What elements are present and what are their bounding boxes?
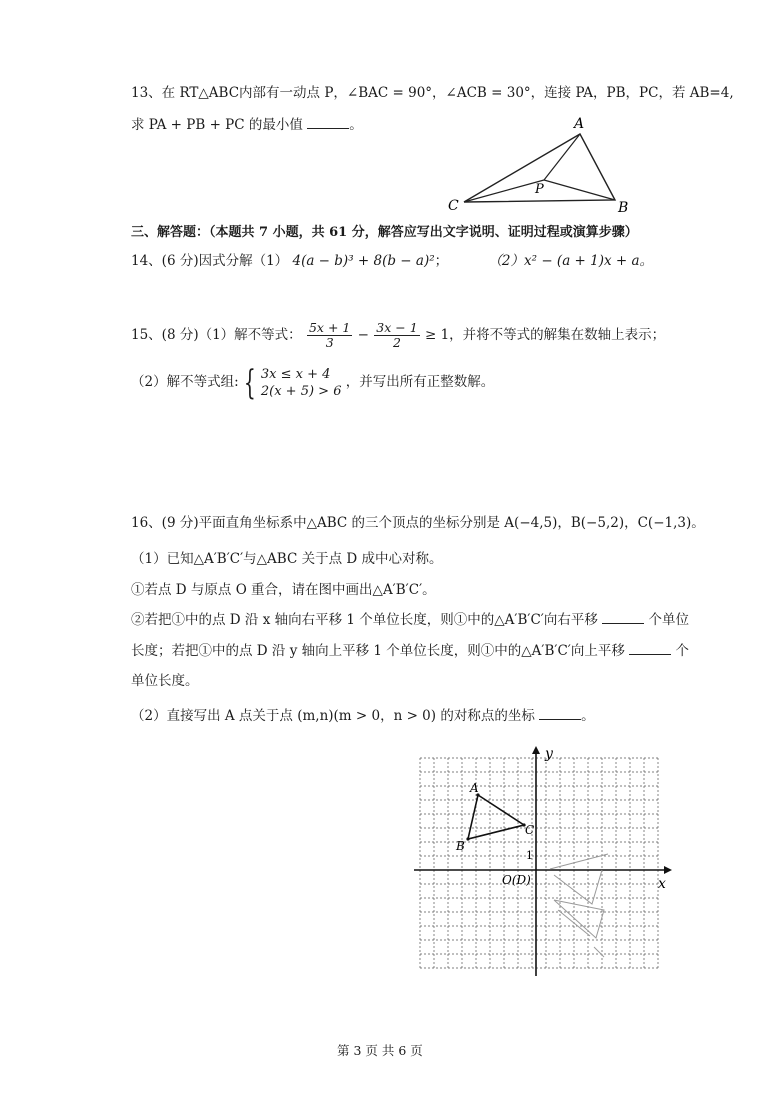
sketch-triangle-1 bbox=[554, 870, 602, 904]
grid-lines bbox=[420, 758, 658, 968]
graph-label-a: A bbox=[470, 781, 479, 795]
y-axis-label: y bbox=[545, 746, 553, 762]
q16-blank3[interactable] bbox=[539, 707, 581, 720]
q16-line7 bbox=[131, 707, 595, 725]
q16-line4a: ②若把①中的点 D 沿 x 轴向右平移 1 个单位长度，则①中的△A′B′C′向右平移 bbox=[131, 612, 598, 628]
q15-fraction1 bbox=[307, 321, 352, 350]
graph-label-b: B bbox=[456, 839, 465, 853]
point-b bbox=[466, 837, 469, 840]
q16-line7a: （2）直接写出 A 点关于点 (m,n)(m > 0，n > 0) 的对称点的坐标 bbox=[131, 708, 535, 724]
q15-den2: 2 bbox=[393, 335, 401, 350]
q13-triangle-figure bbox=[440, 108, 640, 218]
q16-line1: 16、(9 分)平面直角坐标系中△ABC 的三个顶点的坐标分别是 A(−4,5)，B(−5,2)，C(−1,3)。 bbox=[131, 515, 705, 531]
page-footer: 第 3 页 共 6 页 bbox=[337, 1043, 423, 1058]
graph-label-c: C bbox=[525, 823, 535, 837]
q15-num1: 5x + 1 bbox=[308, 320, 351, 335]
label-b: B bbox=[618, 200, 629, 216]
q15-fraction2 bbox=[374, 321, 419, 350]
q15-sys1: 3x ≤ x + 4 bbox=[260, 366, 331, 382]
q15-rest: ≥ 1，并将不等式的解集在数轴上表示； bbox=[424, 327, 666, 343]
q16-line3: ①若点 D 与原点 O 重合，请在图中画出△A′B′C′。 bbox=[131, 582, 436, 598]
q15-minus: − bbox=[357, 327, 369, 343]
q15-den1: 3 bbox=[325, 335, 334, 350]
segment-pa bbox=[544, 134, 580, 180]
q16-blank1[interactable] bbox=[602, 611, 644, 624]
q15-sys2: 2(x + 5) > 6 bbox=[260, 383, 342, 399]
q16-line4 bbox=[131, 611, 689, 629]
coordinate-grid-figure bbox=[408, 742, 680, 982]
q16-line7b: 。 bbox=[581, 708, 595, 724]
q14-expr1: 4(a − b)³ + 8(b − a)² bbox=[292, 253, 435, 269]
q16-blank2[interactable] bbox=[629, 642, 671, 655]
q14-part2: （2）x² − (a + 1)x + a。 bbox=[488, 253, 654, 269]
q15-part2-prefix: （2）解不等式组: bbox=[131, 374, 239, 390]
sketch-line-1 bbox=[550, 854, 608, 869]
label-p: P bbox=[535, 182, 544, 197]
q13-line1: 13、在 RT△ABC内部有一动点 P，∠BAC = 90°，∠ACB = 30°，连接 PA，PB，PC，若 AB=4, bbox=[131, 85, 734, 101]
origin-label: O(D) bbox=[502, 873, 531, 887]
q15-part1 bbox=[131, 318, 665, 352]
triangle-abc-graph bbox=[468, 795, 524, 839]
segment-pc bbox=[464, 180, 544, 202]
q15-part2-rest: ，并写出所有正整数解。 bbox=[345, 374, 495, 390]
q16-line5 bbox=[131, 642, 689, 660]
q15-brace: { bbox=[243, 362, 256, 403]
sketch-triangle-2 bbox=[554, 900, 604, 938]
label-c: C bbox=[448, 198, 459, 214]
section3-heading: 三、解答题：（本题共 7 小题，共 61 分，解答应写出文字说明、证明过程或演算步骤） bbox=[131, 225, 638, 240]
q14-prefix: 14、(6 分)因式分解（1） bbox=[131, 253, 289, 269]
q15-part2 bbox=[131, 362, 494, 402]
x-axis-label: x bbox=[658, 876, 666, 892]
sketch-line-2 bbox=[558, 910, 590, 936]
q13-line2 bbox=[131, 116, 363, 134]
x-axis-arrow-icon bbox=[664, 866, 672, 874]
label-a: A bbox=[574, 116, 585, 132]
q16-line5a: 长度；若把①中的点 D 沿 y 轴向上平移 1 个单位长度，则①中的△A′B′C′向上平移 bbox=[131, 643, 625, 659]
q15-prefix: 15、(8 分)（1）解不等式： bbox=[131, 327, 302, 343]
tick-label-one: 1 bbox=[526, 849, 533, 862]
y-axis-arrow-icon bbox=[532, 746, 540, 754]
sketch-line-3 bbox=[594, 947, 604, 957]
q16-line6: 单位长度。 bbox=[131, 673, 199, 689]
segment-pb bbox=[544, 180, 615, 200]
q16-line2: （1）已知△A′B′C′与△ABC 关于点 D 成中心对称。 bbox=[131, 551, 443, 567]
q13-end: 。 bbox=[349, 117, 363, 133]
q14-sep: ； bbox=[434, 253, 449, 269]
q14 bbox=[131, 252, 653, 270]
q16-line5b: 个 bbox=[675, 643, 689, 659]
q16-line4b: 个单位 bbox=[648, 612, 689, 628]
q13-line2-text: 求 PA + PB + PC 的最小值 bbox=[131, 117, 303, 133]
q15-system bbox=[261, 366, 342, 400]
q13-answer-blank[interactable] bbox=[307, 116, 349, 129]
q15-num2: 3x − 1 bbox=[376, 320, 418, 335]
